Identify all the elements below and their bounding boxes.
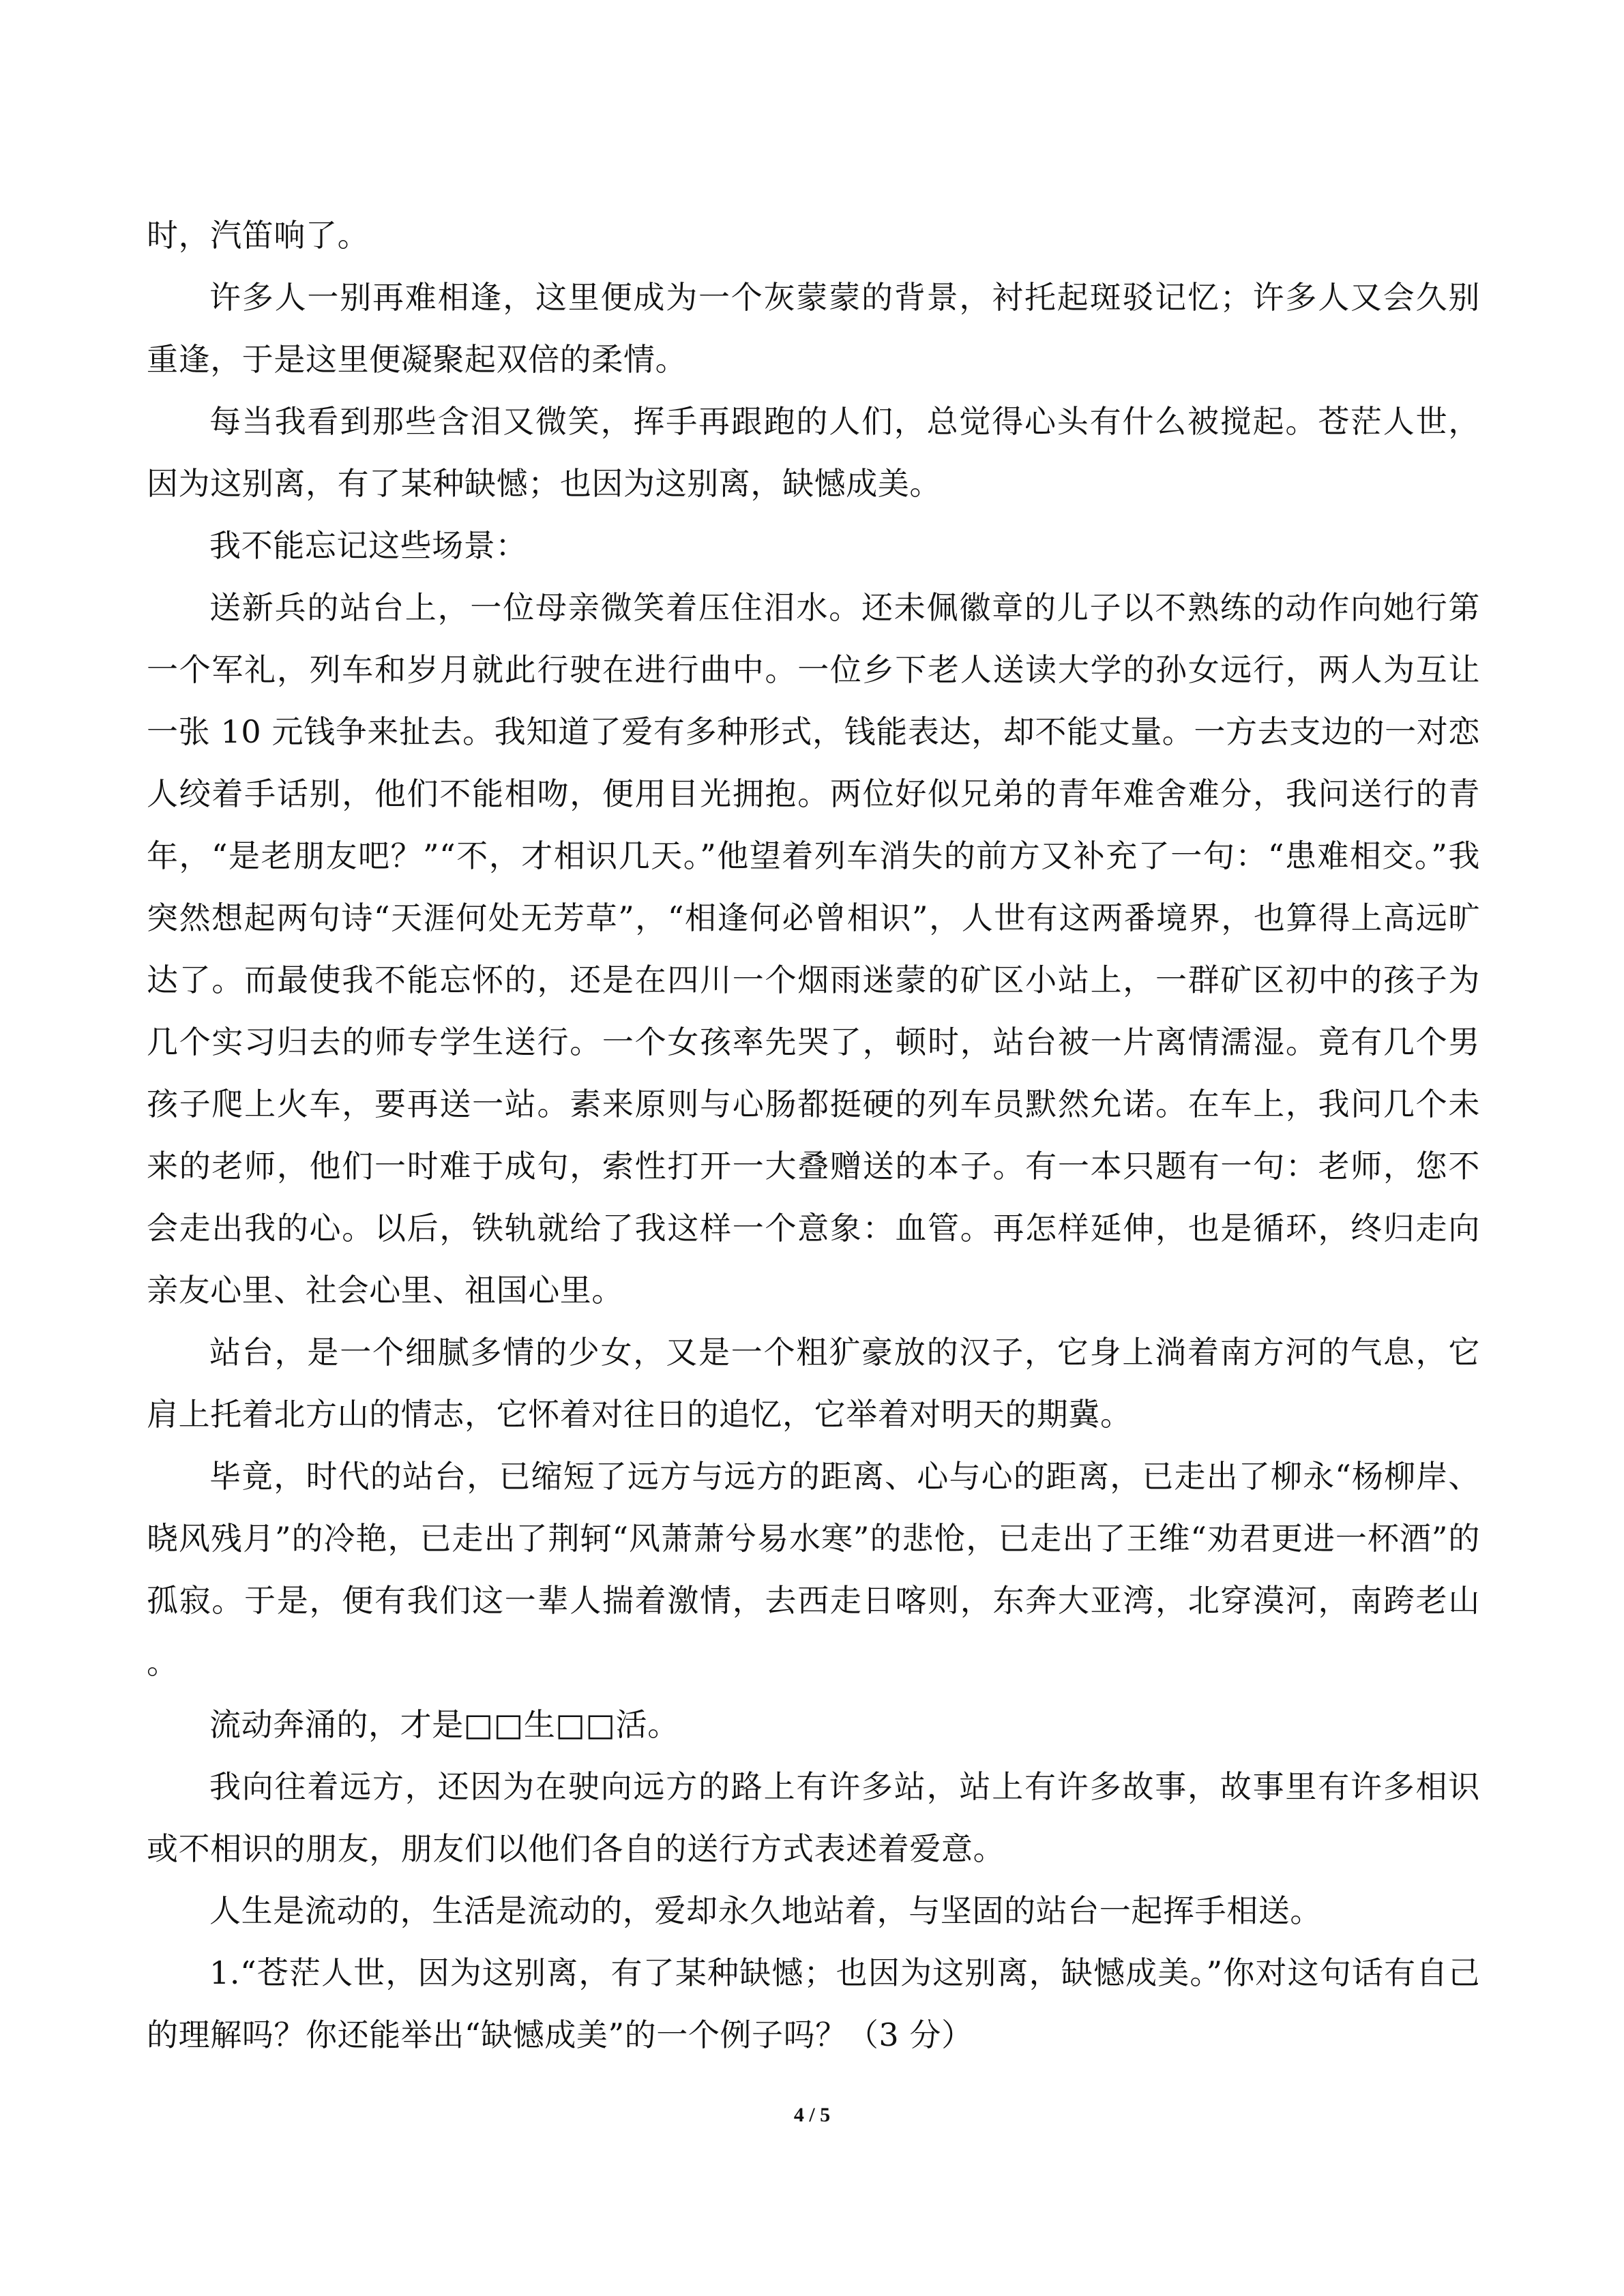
page-number: 4 / 5 — [793, 2104, 831, 2126]
paragraph-continuation: 时，汽笛响了。 — [147, 217, 370, 254]
paragraph-scenes-intro: 我不能忘记这些场景： — [209, 527, 527, 564]
document-body — [147, 205, 1480, 2066]
paragraph-reunion: 许多人一别再难相逢，这里便成为一个灰蒙蒙的背景，衬托起斑驳记忆；许多人又会久别重逢，于是这里便凝聚起双倍的柔情。 — [147, 279, 1480, 378]
paragraph-farewell: 每当我看到那些含泪又微笑，挥手再跟跑的人们，总觉得心头有什么被搅起。苍茫人世，因为这别离，有了某种缺憾；也因为这别离，缺憾成美。 — [147, 403, 1480, 502]
paragraph-distance: 我向往着远方，还因为在驶向远方的路上有许多站，站上有许多故事，故事里有许多相识或不相识的朋友，朋友们以他们各自的送行方式表述着爱意。 — [147, 1768, 1480, 1867]
question-1: 1.“苍茫人世，因为这别离，有了某种缺憾；也因为这别离，缺憾成美。”你对这句话有自己的理解吗？你还能举出“缺憾成美”的一个例子吗？（3 分） — [147, 1954, 1480, 2053]
paragraph-platform: 站台，是一个细腻多情的少女，又是一个粗犷豪放的汉子，它身上淌着南方河的气息，它肩上托着北方山的情志，它怀着对往日的追忆，它举着对明天的期冀。 — [147, 1334, 1480, 1433]
paragraph-life: 人生是流动的，生活是流动的，爱却永久地站着，与坚固的站台一起挥手相送。 — [209, 1892, 1322, 1929]
paragraph-scenes: 送新兵的站台上，一位母亲微笑着压住泪水。还未佩徽章的儿子以不熟练的动作向她行第一个军礼，列车和岁月就此行驶在进行曲中。一位乡下老人送读大学的孙女远行，两人为互让一张 10 元钱争来扯去。我知道了爱有多种形式，钱能表达，却不能丈量。一方去支边的一对恋人绞着手话别，他们不能相吻，便用目光拥抱。两位好似兄弟的青年难舍难分，我问送行的青年，“是老朋友吧？”“不，才相识几天。”他望着列车消失的前方又补充了一句：“患难相交。”我突然想起两句诗“天涯何处无芳草”，“相逢何必曾相识”，人世有这两番境界，也算得上高远旷达了。而最使我不能忘怀的，还是在四川一个烟雨迷蒙的矿区小站上，一群矿区初中的孩子为几个实习归去的师专学生送行。一个女孩率先哭了，顿时，站台被一片离情濡湿。竟有几个男孩子爬上火车，要再送一站。素来原则与心肠都挺硬的列车员默然允诺。在车上，我问几个未来的老师，他们一时难于成句，索性打开一大叠赠送的本子。有一本只题有一句：老师，您不会走出我的心。以后，铁轨就给了我这样一个意象：血管。再怎样延伸，也是循环，终归走向亲友心里、社会心里、祖国心里。 — [147, 589, 1480, 1309]
paragraph-flowing: 流动奔涌的，才是□□生□□活。 — [209, 1706, 679, 1743]
paragraph-era: 毕竟，时代的站台，已缩短了远方与远方的距离、心与心的距离，已走出了柳永“杨柳岸、晓风残月”的冷艳，已走出了荆轲“风萧萧兮易水寒”的悲怆，已走出了王维“劝君更进一杯酒”的孤寂。于是，便有我们这一辈人揣着激情，去西走日喀则，东奔大亚湾，北穿漠河，南跨老山。 — [147, 1458, 1480, 1681]
